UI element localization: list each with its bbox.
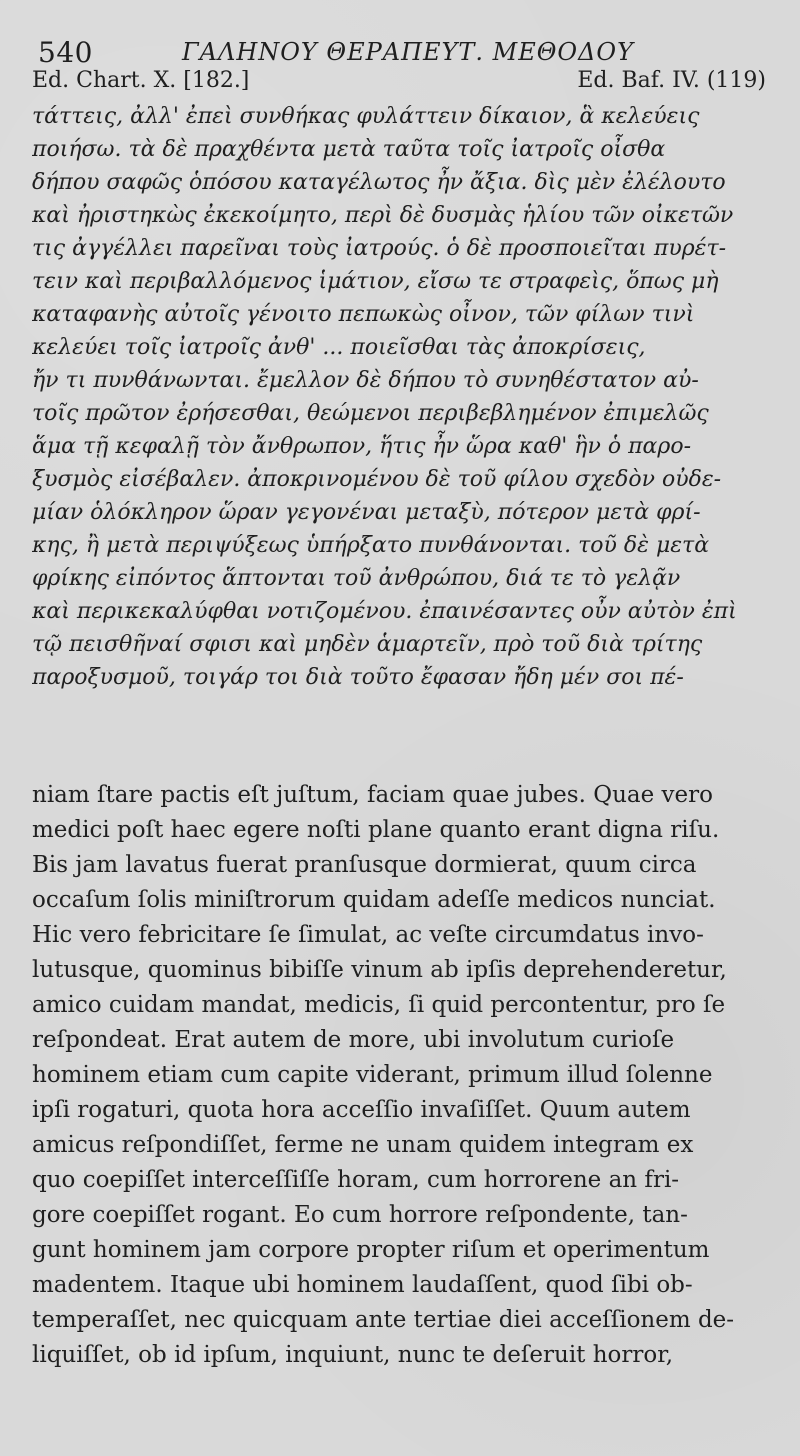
latin-line: ipſi rogaturi, quota hora acceſſio invaſiſſet. Quum autem (32, 1097, 691, 1123)
latin-line: occaſum ſolis miniſtrorum quidam adeſſe medicos nunciat. (32, 887, 716, 913)
latin-line: reſpondeat. Erat autem de more, ubi involutum curioſe (32, 1027, 675, 1053)
latin-line: amico cuidam mandat, medicis, ſi quid percontentur, pro ſe (32, 992, 726, 1018)
greek-text-block (32, 100, 766, 694)
greek-line: ξυσμὸς εἰσέβαλεν. ἀποκρινομένου δὲ τοῦ φίλου σχεδὸν οὐδε- (32, 467, 722, 492)
edition-left: Ed. Chart. X. [182.] (32, 68, 250, 93)
edition-references (32, 68, 766, 100)
greek-line: μίαν ὁλόκληρον ὥραν γεγονέναι μεταξὺ, πότερον μετὰ φρί- (32, 500, 701, 525)
latin-line: hominem etiam cum capite viderant, primum illud ſolenne (32, 1062, 713, 1088)
latin-line: gunt hominem jam corpore propter riſum et operimentum (32, 1237, 710, 1263)
section-gap (32, 694, 766, 778)
greek-line: ἤν τι πυνθάνωνται. ἔμελλον δὲ δήπου τὸ συνηθέστατον αὐ- (32, 368, 699, 393)
greek-line: καὶ περικεκαλύφθαι νοτιζομένου. ἐπαινέσαντες οὖν αὐτὸν ἐπὶ (32, 599, 737, 624)
latin-line: liquiſſet, ob id ipſum, inquiunt, nunc te deſeruit horror, (32, 1342, 674, 1368)
latin-line: Bis jam lavatus fuerat pranſusque dormierat, quum circa (32, 852, 697, 878)
latin-line: amicus reſpondiſſet, ferme ne unam quidem integram ex (32, 1132, 694, 1158)
greek-line: τις ἀγγέλλει παρεῖναι τοὺς ἰατρούς. ὁ δὲ προσποιεῖται πυρέτ- (32, 236, 727, 261)
running-title: ΓΑΛΗΝΟΥ ΘΕΡΑΠΕΥΤ. ΜΕΘΟΔΟΥ (182, 38, 634, 66)
latin-text-block (32, 778, 766, 1373)
greek-line: τῷ πεισθῆναί σφισι καὶ μηδὲν ἁμαρτεῖν, πρὸ τοῦ διὰ τρίτης (32, 632, 703, 657)
latin-line: Hic vero febricitare ſe ſimulat, ac veſte circumdatus invo- (32, 922, 704, 948)
greek-line: τειν καὶ περιβαλλόμενος ἱμάτιον, εἴσω τε στραφεὶς, ὅπως μὴ (32, 269, 719, 294)
edition-right: Ed. Baf. IV. (119) (577, 68, 766, 93)
greek-line: δήπου σαφῶς ὁπόσου καταγέλωτος ἦν ἄξια. δὶς μὲν ἐλέλουτο (32, 170, 726, 195)
greek-line: κελεύει τοῖς ἰατροῖς ἀνθ' ... ποιεῖσθαι τὰς ἀποκρίσεις, (32, 335, 646, 360)
latin-line: gore coepiſſet rogant. Eo cum horrore reſpondente, tan- (32, 1202, 688, 1228)
greek-line: τάττεις, ἀλλ' ἐπεὶ συνθήκας φυλάττειν δίκαιον, ἃ κελεύεις (32, 104, 700, 129)
greek-line: φρίκης εἰπόντος ἅπτονται τοῦ ἀνθρώπου, διά τε τὸ γελᾷν (32, 566, 681, 591)
latin-line: lutusque, quominus bibiſſe vinum ab ipſis deprehenderetur, (32, 957, 727, 983)
greek-line: τοῖς πρῶτον ἐρήσεσθαι, θεώμενοι περιβεβλημένον ἐπιμελῶς (32, 401, 709, 426)
latin-line: temperaſſet, nec quicquam ante tertiae diei acceſſionem de- (32, 1307, 735, 1333)
latin-line: quo coepiſſet interceſſiſſe horam, cum horrorene an fri- (32, 1167, 680, 1193)
greek-line: καταφανὴς αὐτοῖς γένοιτο πεπωκὼς οἶνον, τῶν φίλων τινὶ (32, 302, 695, 327)
greek-line: κης, ἢ μετὰ περιψύξεως ὑπήρξατο πυνθάνονται. τοῦ δὲ μετὰ (32, 533, 710, 558)
latin-line: medici poſt haec egere noſti plane quanto erant digna riſu. (32, 817, 720, 843)
bleed-through-text (162, 738, 752, 762)
greek-line: ποιήσω. τὰ δὲ πραχθέντα μετὰ ταῦτα τοῖς ἰατροῖς οἶσθα (32, 137, 666, 162)
latin-line: madentem. Itaque ubi hominem laudaſſent, quod ſibi ob- (32, 1272, 693, 1298)
greek-line: ἅμα τῇ κεφαλῇ τὸν ἄνθρωπον, ἥτις ἦν ὥρα καθ' ἣν ὁ παρο- (32, 434, 692, 459)
page-header (32, 26, 766, 68)
latin-line: niam ſtare pactis eſt juſtum, faciam quae jubes. Quae vero (32, 782, 713, 808)
page-number: 540 (38, 36, 93, 69)
greek-line: καὶ ἠριστηκὼς ἐκεκοίμητο, περὶ δὲ δυσμὰς ἡλίου τῶν οἰκετῶν (32, 203, 734, 228)
greek-line: παροξυσμοῦ, τοιγάρ τοι διὰ τοῦτο ἔφασαν ἤδη μέν σοι πέ- (32, 665, 684, 690)
